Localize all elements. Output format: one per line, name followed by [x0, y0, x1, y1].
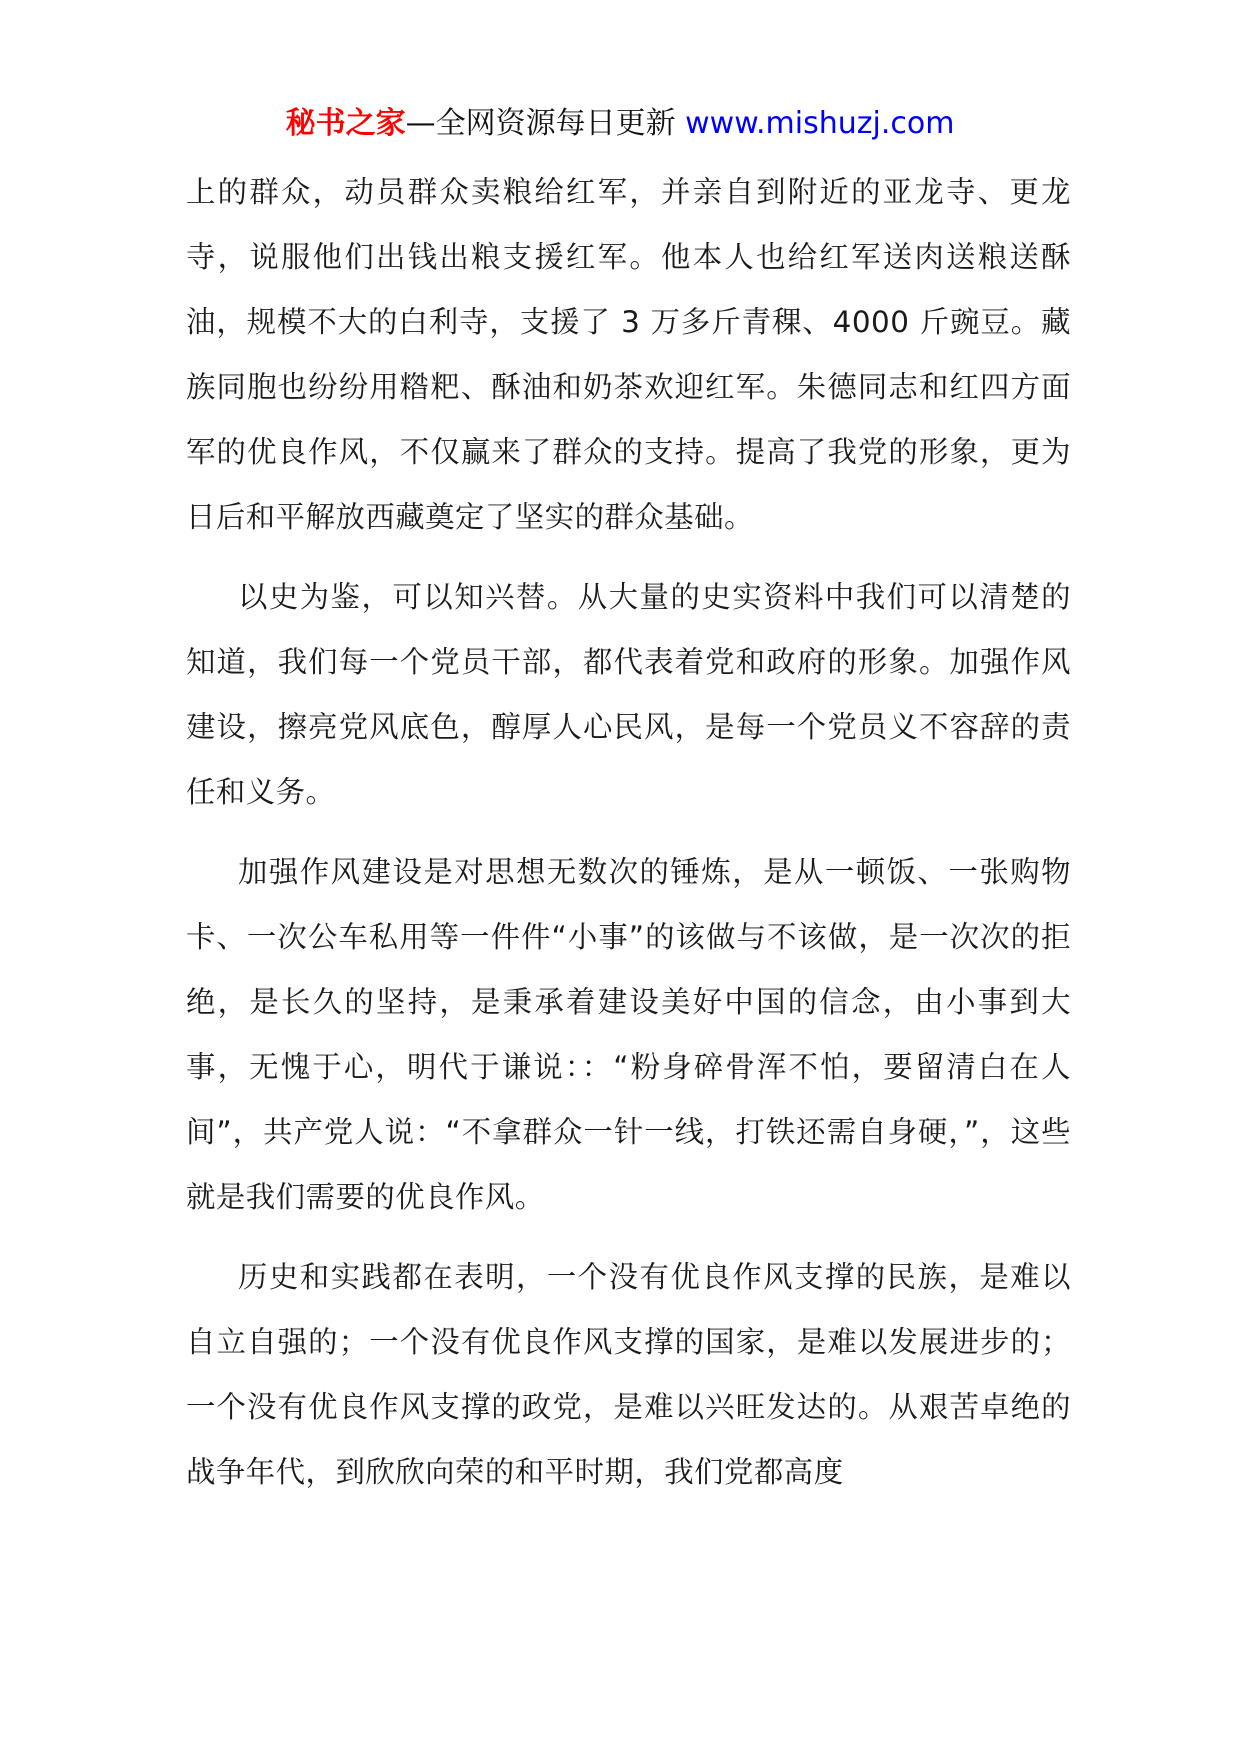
paragraph-4: 历史和实践都在表明，一个没有优良作风支撑的民族，是难以自立自强的；一个没有优良作风支撑的国家，是难以发展进步的；一个没有优良作风支撑的政党，是难以兴旺发达的。从艰苦卓绝的战争年代，到欣欣向荣的和平时期，我们党都高度 — [186, 1260, 1071, 1489]
header-tagline: —全网资源每日更新 — [405, 106, 676, 141]
document-body — [186, 160, 1071, 1520]
brand-name: 秘书之家 — [285, 106, 406, 141]
site-header — [0, 100, 1240, 148]
paragraph-1: 上的群众，动员群众卖粮给红军，并亲自到附近的亚龙寺、更龙寺，说服他们出钱出粮支援红军。他本人也给红军送肉送粮送酥油，规模不大的白利寺，支援了 3 万多斤青稞、4000 斤豌豆。藏族同胞也纷纷用糌粑、酥油和奶茶欢迎红军。朱德同志和红四方面军的优良作风，不仅赢来了群众的支持。提高了我党的形象，更为日后和平解放西藏奠定了坚实的群众基础。 — [186, 175, 1071, 534]
paragraph-2: 以史为鉴，可以知兴替。从大量的史实资料中我们可以清楚的知道，我们每一个党员干部，都代表着党和政府的形象。加强作风建设，擦亮党风底色，醇厚人心民风，是每一个党员义不容辞的责任和义务。 — [186, 580, 1071, 809]
paragraph-3: 加强作风建设是对思想无数次的锤炼，是从一顿饭、一张购物卡、一次公车私用等一件件“小事”的该做与不该做，是一次次的拒绝，是长久的坚持，是秉承着建设美好中国的信念，由小事到大事，无愧于心，明代于谦说：：“粉身碎骨浑不怕，要留清白在人间”，共产党人说：“不拿群众一针一线，打铁还需自身硬，”，这些就是我们需要的优良作风。 — [186, 855, 1071, 1214]
site-url-link[interactable]: www.mishuzj.com — [685, 106, 955, 141]
